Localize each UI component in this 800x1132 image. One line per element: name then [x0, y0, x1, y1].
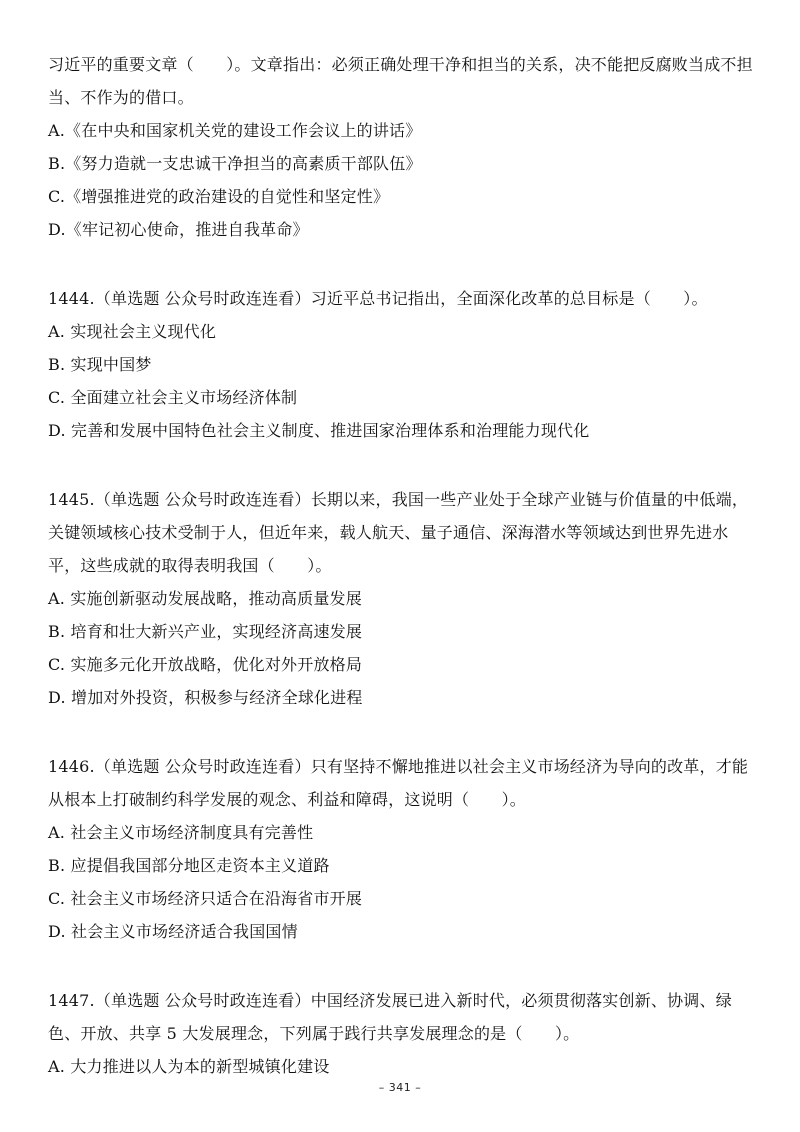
question-block — [48, 750, 760, 948]
option-c: C.《增强推进党的政治建设的自觉性和坚定性》 — [48, 187, 390, 206]
question-block — [48, 984, 760, 1083]
question-spacer — [48, 246, 760, 282]
question-block — [48, 483, 760, 714]
question-block — [48, 282, 760, 447]
question-spacer — [48, 714, 760, 750]
question-stem: 1445.（单选题 公众号时政连连看）长期以来，我国一些产业处于全球产业链与价值量的中低端，关键领域核心技术受制于人，但近年来，载人航天、量子通信、深海潜水等领域达到世界先进水平，这些成就的取得表明我国（ ）。 — [48, 490, 749, 575]
option-d: D.《牢记初心使命，推进自我革命》 — [48, 220, 309, 239]
option-a: A. 社会主义市场经济制度具有完善性 — [48, 823, 314, 842]
option-d: D. 完善和发展中国特色社会主义制度、推进国家治理体系和治理能力现代化 — [48, 421, 590, 440]
option-b: B. 实现中国梦 — [48, 355, 152, 374]
page-number: – 341 – — [378, 1081, 422, 1094]
question-stem: 1447.（单选题 公众号时政连连看）中国经济发展已进入新时代，必须贯彻落实创新、协调、绿色、开放、共享 5 大发展理念，下列属于践行共享发展理念的是（ ）。 — [48, 991, 732, 1043]
question-spacer — [48, 447, 760, 483]
option-a: A. 实现社会主义现代化 — [48, 322, 217, 341]
option-c: C. 实施多元化开放战略，优化对外开放格局 — [48, 655, 363, 674]
option-a: A.《在中央和国家机关党的建设工作会议上的讲话》 — [48, 121, 422, 140]
question-list — [48, 48, 760, 1083]
option-a: A. 大力推进以人为本的新型城镇化建设 — [48, 1057, 330, 1076]
option-b: B. 应提倡我国部分地区走资本主义道路 — [48, 856, 330, 875]
option-b: B. 培育和壮大新兴产业，实现经济高速发展 — [48, 622, 363, 641]
question-spacer — [48, 948, 760, 984]
option-c: C. 全面建立社会主义市场经济体制 — [48, 388, 298, 407]
option-c: C. 社会主义市场经济只适合在沿海省市开展 — [48, 889, 363, 908]
option-a: A. 实施创新驱动发展战略，推动高质量发展 — [48, 589, 362, 608]
question-stem: 习近平的重要文章（ ）。文章指出：必须正确处理干净和担当的关系，决不能把反腐败当成不担当、不作为的借口。 — [48, 55, 753, 107]
option-d: D. 增加对外投资，积极参与经济全球化进程 — [48, 688, 363, 707]
question-stem: 1444.（单选题 公众号时政连连看）习近平总书记指出，全面深化改革的总目标是（ ）。 — [48, 289, 708, 308]
question-block — [48, 48, 760, 246]
question-stem: 1446.（单选题 公众号时政连连看）只有坚持不懈地推进以社会主义市场经济为导向的改革，才能从根本上打破制约科学发展的观念、利益和障碍，这说明（ ）。 — [48, 757, 749, 809]
option-b: B.《努力造就一支忠诚干净担当的高素质干部队伍》 — [48, 154, 422, 173]
option-d: D. 社会主义市场经济适合我国国情 — [48, 922, 298, 941]
